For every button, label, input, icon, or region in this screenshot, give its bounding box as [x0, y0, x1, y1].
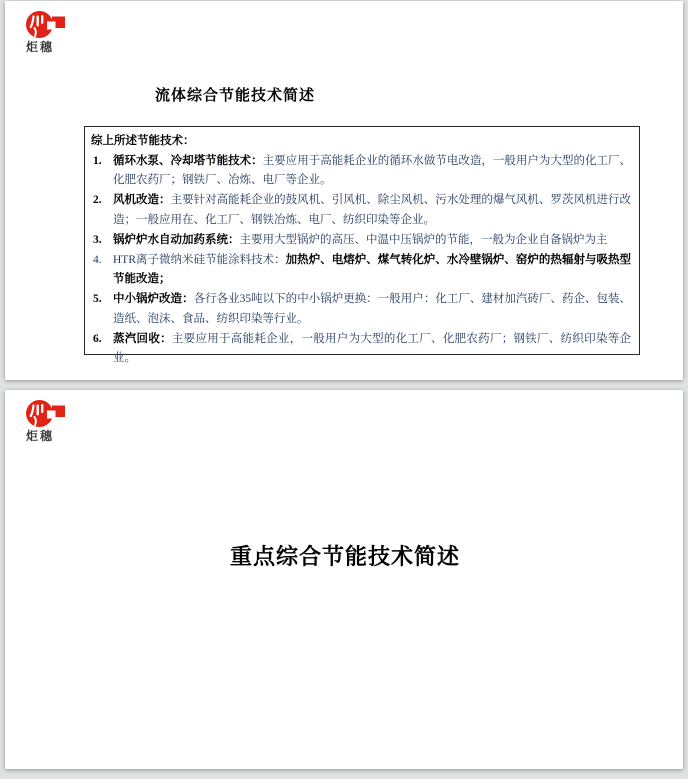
item-heading: 锅炉炉水自动加药系统：	[113, 233, 240, 246]
item-heading: 风机改造：	[113, 194, 171, 206]
list-item	[91, 330, 631, 369]
item-heading: HTR离子微纳米硅节能涂料技术：	[113, 253, 286, 266]
item-number: 4.	[93, 253, 102, 266]
company-logo	[25, 10, 81, 54]
item-heading: 中小锅炉改造：	[113, 293, 194, 305]
slide-2	[5, 390, 683, 769]
technology-list	[91, 152, 631, 369]
slide1-title: 流体综合节能技术简述	[155, 88, 316, 104]
slide-1	[5, 1, 683, 380]
list-item	[91, 191, 631, 230]
item-body: 各行各业35吨以下的中小锅炉更换：一般用户：化工厂、建材加汽砖厂、药企、包装、造纸、泡沫、食品、纺织印染等行业。	[113, 293, 632, 325]
item-heading: 蒸汽回收：	[113, 332, 172, 345]
item-body: 主要应用于高能耗企业，一般用户为大型的化工厂、化肥农药厂；钢铁厂、纺织印染等企业。	[113, 332, 632, 364]
list-item	[91, 290, 631, 329]
item-body: 主要针对高能耗企业的鼓风机、引风机、除尘风机、污水处理的爆气风机、罗茨风机进行改造；一般应用在、化工厂、钢铁冶炼、电厂、纺织印染等企业。	[113, 194, 632, 226]
item-number: 1.	[93, 154, 102, 167]
box-heading: 综上所述节能技术：	[91, 135, 195, 147]
item-body: 加热炉、电熔炉、煤气转化炉、水冷壁锅炉、窑炉的热辐射与吸热型节能改造；	[113, 253, 632, 285]
item-number: 5.	[93, 293, 102, 305]
flame-logo-icon	[25, 399, 69, 429]
item-heading: 循环水泵、冷却塔节能技术：	[113, 154, 263, 167]
logo-text: 炬穗	[26, 40, 55, 54]
company-logo	[25, 399, 81, 443]
list-item	[91, 152, 631, 191]
item-body: 主要应用于高能耗企业的循环水做节电改造，一般用户为大型的化工厂、化肥农药厂；钢铁厂、冶炼、电厂等企业。	[113, 154, 632, 186]
list-item	[91, 231, 631, 251]
item-number: 2.	[93, 194, 102, 206]
slide2-title: 重点综合节能技术简述	[230, 544, 461, 569]
item-number: 6.	[93, 332, 102, 345]
item-body: 主要用大型锅炉的高压、中温中压锅炉的节能，一般为企业自备锅炉为主	[239, 233, 608, 246]
item-number: 3.	[93, 233, 102, 246]
logo-text: 炬穗	[26, 429, 55, 443]
list-item	[91, 251, 631, 290]
flame-logo-icon	[25, 10, 69, 40]
content-box	[84, 126, 640, 364]
